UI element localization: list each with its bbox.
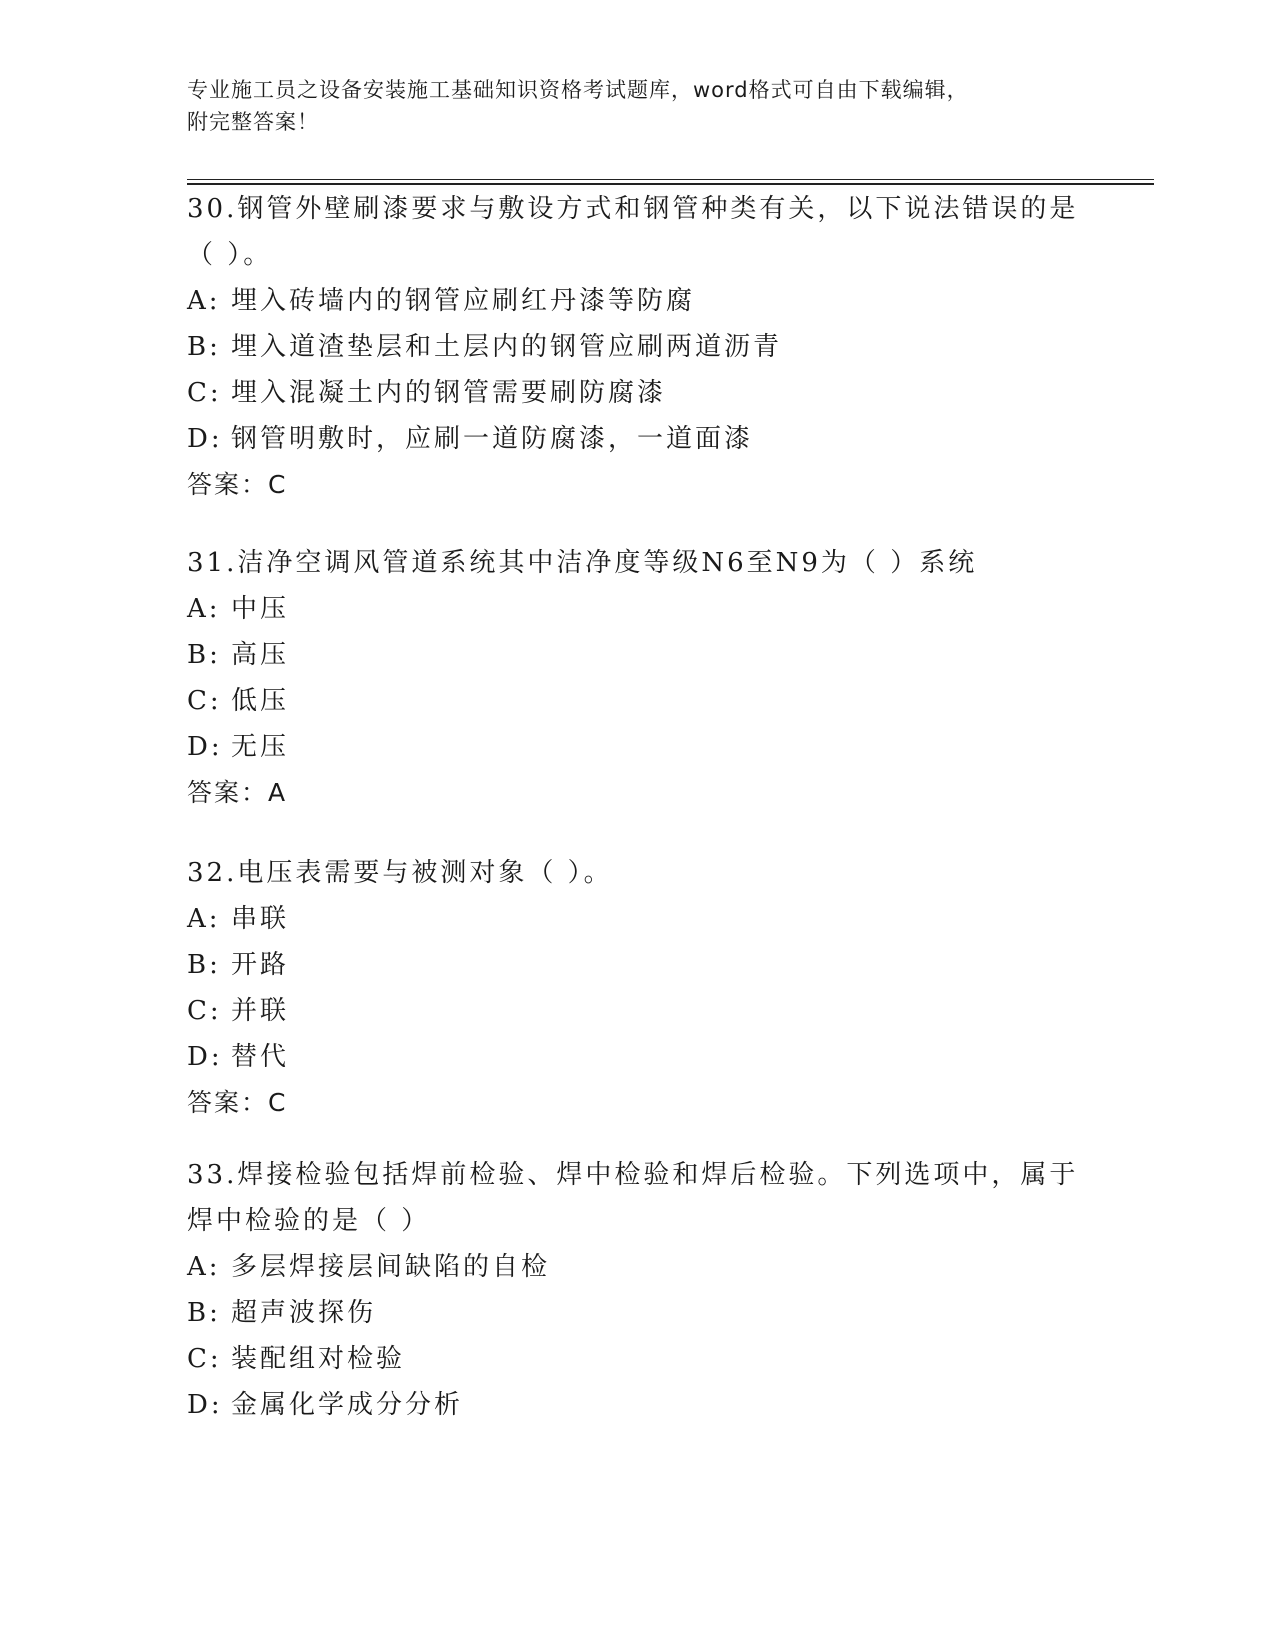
option-c <box>187 678 1087 724</box>
document-header <box>187 74 1067 138</box>
option-b <box>187 324 1087 370</box>
option-letter: B: <box>187 950 221 980</box>
header-divider-thin <box>187 179 1154 180</box>
header-divider-thick <box>187 183 1154 185</box>
option-b <box>187 942 1087 988</box>
option-letter: B: <box>187 1298 221 1328</box>
option-text: 串联 <box>231 904 290 934</box>
option-letter: D: <box>187 1042 223 1072</box>
question-stem: 31.洁净空调风管道系统其中洁净度等级N6至N9为（ ）系统 <box>187 548 978 578</box>
option-text: 低压 <box>231 686 290 716</box>
option-letter: C: <box>187 996 222 1026</box>
option-letter: A: <box>187 904 221 934</box>
option-text: 替代 <box>231 1042 290 1072</box>
option-letter: C: <box>187 686 222 716</box>
option-text: 无压 <box>231 732 290 762</box>
option-letter: D: <box>187 732 223 762</box>
header-line-2: 附完整答案！ <box>187 110 319 134</box>
answer-text: 答案：C <box>187 470 288 499</box>
option-text: 多层焊接层间缺陷的自检 <box>231 1252 551 1282</box>
option-text: 开路 <box>231 950 290 980</box>
option-b <box>187 1290 1087 1336</box>
option-letter: C: <box>187 1344 222 1374</box>
option-letter: D: <box>187 424 223 454</box>
option-letter: D: <box>187 1390 223 1420</box>
option-text: 埋入混凝土内的钢管需要刷防腐漆 <box>231 378 667 408</box>
option-c <box>187 1336 1087 1382</box>
option-letter: A: <box>187 1252 221 1282</box>
answer-text: 答案：A <box>187 778 288 807</box>
question-32 <box>187 850 1087 1126</box>
option-a <box>187 278 1087 324</box>
option-letter: B: <box>187 332 221 362</box>
option-a <box>187 896 1087 942</box>
option-a <box>187 586 1087 632</box>
question-stem: 33.焊接检验包括焊前检验、焊中检验和焊后检验。下列选项中，属于焊中检验的是（ ） <box>187 1160 1079 1236</box>
option-text: 并联 <box>231 996 290 1026</box>
option-d <box>187 416 1087 462</box>
question-stem: 32.电压表需要与被测对象（ ）。 <box>187 858 613 888</box>
option-text: 中压 <box>231 594 290 624</box>
option-text: 高压 <box>231 640 290 670</box>
option-d <box>187 724 1087 770</box>
option-c <box>187 370 1087 416</box>
option-b <box>187 632 1087 678</box>
option-text: 埋入道渣垫层和土层内的钢管应刷两道沥青 <box>231 332 783 362</box>
option-a <box>187 1244 1087 1290</box>
option-text: 超声波探伤 <box>231 1298 377 1328</box>
option-d <box>187 1034 1087 1080</box>
option-letter: A: <box>187 286 221 316</box>
option-letter: C: <box>187 378 222 408</box>
question-31 <box>187 540 1087 816</box>
question-33 <box>187 1152 1087 1428</box>
option-letter: B: <box>187 640 221 670</box>
option-text: 装配组对检验 <box>231 1344 406 1374</box>
answer-text: 答案：C <box>187 1088 288 1117</box>
option-text: 钢管明敷时，应刷一道防腐漆，一道面漆 <box>231 424 754 454</box>
option-d <box>187 1382 1087 1428</box>
option-letter: A: <box>187 594 221 624</box>
question-stem: 30.钢管外壁刷漆要求与敷设方式和钢管种类有关，以下说法错误的是（ ）。 <box>187 194 1079 270</box>
header-line-1: 专业施工员之设备安装施工基础知识资格考试题库，word格式可自由下载编辑， <box>187 78 969 102</box>
option-text: 金属化学成分分析 <box>231 1390 464 1420</box>
option-c <box>187 988 1087 1034</box>
option-text: 埋入砖墙内的钢管应刷红丹漆等防腐 <box>231 286 696 316</box>
question-30 <box>187 186 1087 508</box>
